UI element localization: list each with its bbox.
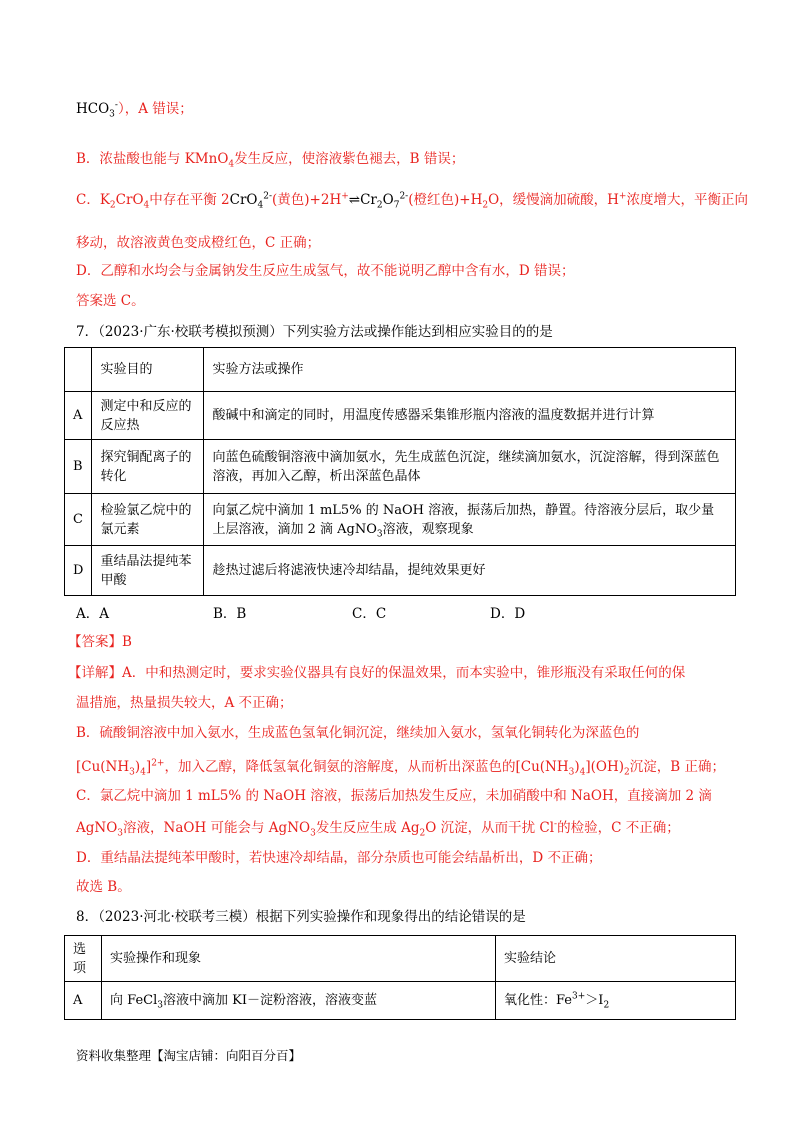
table-header-row [65, 348, 736, 392]
question-7-stem: 7．（2023·广东·校联考模拟预测）下列实验方法或操作能达到相应实验目的的是 [76, 324, 553, 340]
explanation-b-line2: $[Cu(NH_3)_4]^{2+}$，加入乙醇，降低氢氧化铜氨的溶解度，从而析出深蓝色的$[Cu(NH_3)_4](OH)_2$沉淀，B 正确； [76, 758, 725, 778]
row-method: 向氯乙烷中滴加 1 mL5% 的 NaOH 溶液，振荡后加热，静置。待溶液分层后，取少量上层溶液，滴加 2 滴 AgNO$_3$溶液，观察现象 [204, 494, 736, 546]
option-c: C．C [352, 606, 387, 622]
question-8-stem: 8．（2023·河北·校联考三模）根据下列实验操作和现象得出的结论错误的是 [76, 909, 526, 925]
header-cell-operation: 实验操作和现象 [102, 936, 496, 982]
option-b: B．B [213, 606, 247, 622]
explanation-c-line2: AgNO$_3$溶液，NaOH 可能会与 AgNO$_3$发生反应生成 $Ag_2O$ 沉淀，从而干扰 Cl-的检验，C 不正确； [76, 819, 680, 839]
table-row [65, 494, 736, 546]
row-method: 向蓝色硫酸铜溶液中滴加氨水，先生成蓝色沉淀，继续滴加氨水，沉淀溶解，得到深蓝色溶液，再加入乙醇，析出深蓝色晶体 [204, 440, 736, 494]
row-conclusion: 氧化性：$Fe^{3+}>I_2$ [496, 982, 736, 1020]
option-c-analysis-line2: 移动，故溶液黄色变成橙红色，C 正确； [76, 235, 321, 251]
row-label: A [65, 392, 92, 440]
option-b-analysis: B．浓盐酸也能与 KMnO$_4$发生反应，使溶液紫色褪去，B 错误； [76, 151, 465, 170]
row-label: B [65, 440, 92, 494]
header-cell-purpose: 实验目的 [92, 348, 204, 392]
header-cell-method: 实验方法或操作 [204, 348, 736, 392]
option-a: A．A [76, 606, 109, 622]
explanation-c-line1: C．氯乙烷中滴加 1 mL5% 的 NaOH 溶液，振荡后加热发生反应，未加硝酸中和 NaOH，直接滴加 2 滴 [76, 788, 712, 804]
row-method: 趁热过滤后将滤液快速冷却结晶，提纯效果更好 [204, 546, 736, 596]
row-operation: 向 FeCl$_3$溶液中滴加 KI－淀粉溶液，溶液变蓝 [102, 982, 496, 1020]
option-d: D．D [490, 606, 526, 622]
table-header-row [65, 936, 736, 982]
explanation-a-line1: 【详解】A．中和热测定时，要求实验仪器具有良好的保温效果，而本实验中，锥形瓶没有采取任何的保 [68, 665, 686, 681]
answer-line: 答案选 C。 [76, 293, 145, 309]
explanation-a-line2: 温措施，热量损失较大，A 不正确； [76, 695, 293, 711]
option-c-analysis-line1: C．$K_2CrO_4$中存在平衡 2CrO$_4^{2-}$(黄色)$+2H^+\rightleftharpoons Cr_2O_7^{2-}$(橙红色)$+H_2O$，缓慢滴加硫酸，H+浓度增大，平衡正向 [76, 191, 748, 211]
explanation-b-line1: B．硫酸铜溶液中加入氨水，生成蓝色氢氧化铜沉淀，继续加入氨水，氢氧化铜转化为深蓝色的 [76, 725, 640, 741]
row-label: C [65, 494, 92, 546]
hco3-fragment: $HCO_3^-$），A 错误； [76, 100, 193, 120]
question-8-table [64, 935, 736, 1020]
option-d-analysis: D．乙醇和水均会与金属钠发生反应生成氢气，故不能说明乙醇中含有水，D 错误； [76, 263, 575, 279]
header-cell-conclusion: 实验结论 [496, 936, 736, 982]
header-cell-label: 选项 [65, 936, 102, 982]
table-row [65, 982, 736, 1020]
table-row [65, 440, 736, 494]
row-purpose: 测定中和反应的反应热 [92, 392, 204, 440]
row-purpose: 重结晶法提纯苯甲酸 [92, 546, 204, 596]
header-cell-empty [65, 348, 92, 392]
row-label: D [65, 546, 92, 596]
question-7-table [64, 347, 736, 596]
page-footer: 资料收集整理【淘宝店铺：向阳百分百】 [76, 1048, 302, 1063]
answer-tag: 【答案】B [68, 634, 132, 650]
table-row [65, 392, 736, 440]
row-label: A [65, 982, 102, 1020]
table-row [65, 546, 736, 596]
row-purpose: 检验氯乙烷中的氯元素 [92, 494, 204, 546]
question-7-options [76, 602, 736, 620]
conclusion: 故选 B。 [76, 879, 131, 895]
row-method: 酸碱中和滴定的同时，用温度传感器采集锥形瓶内溶液的温度数据并进行计算 [204, 392, 736, 440]
row-purpose: 探究铜配离子的转化 [92, 440, 204, 494]
explanation-d: D．重结晶法提纯苯甲酸时，若快速冷却结晶，部分杂质也可能会结晶析出，D 不正确； [76, 850, 602, 866]
